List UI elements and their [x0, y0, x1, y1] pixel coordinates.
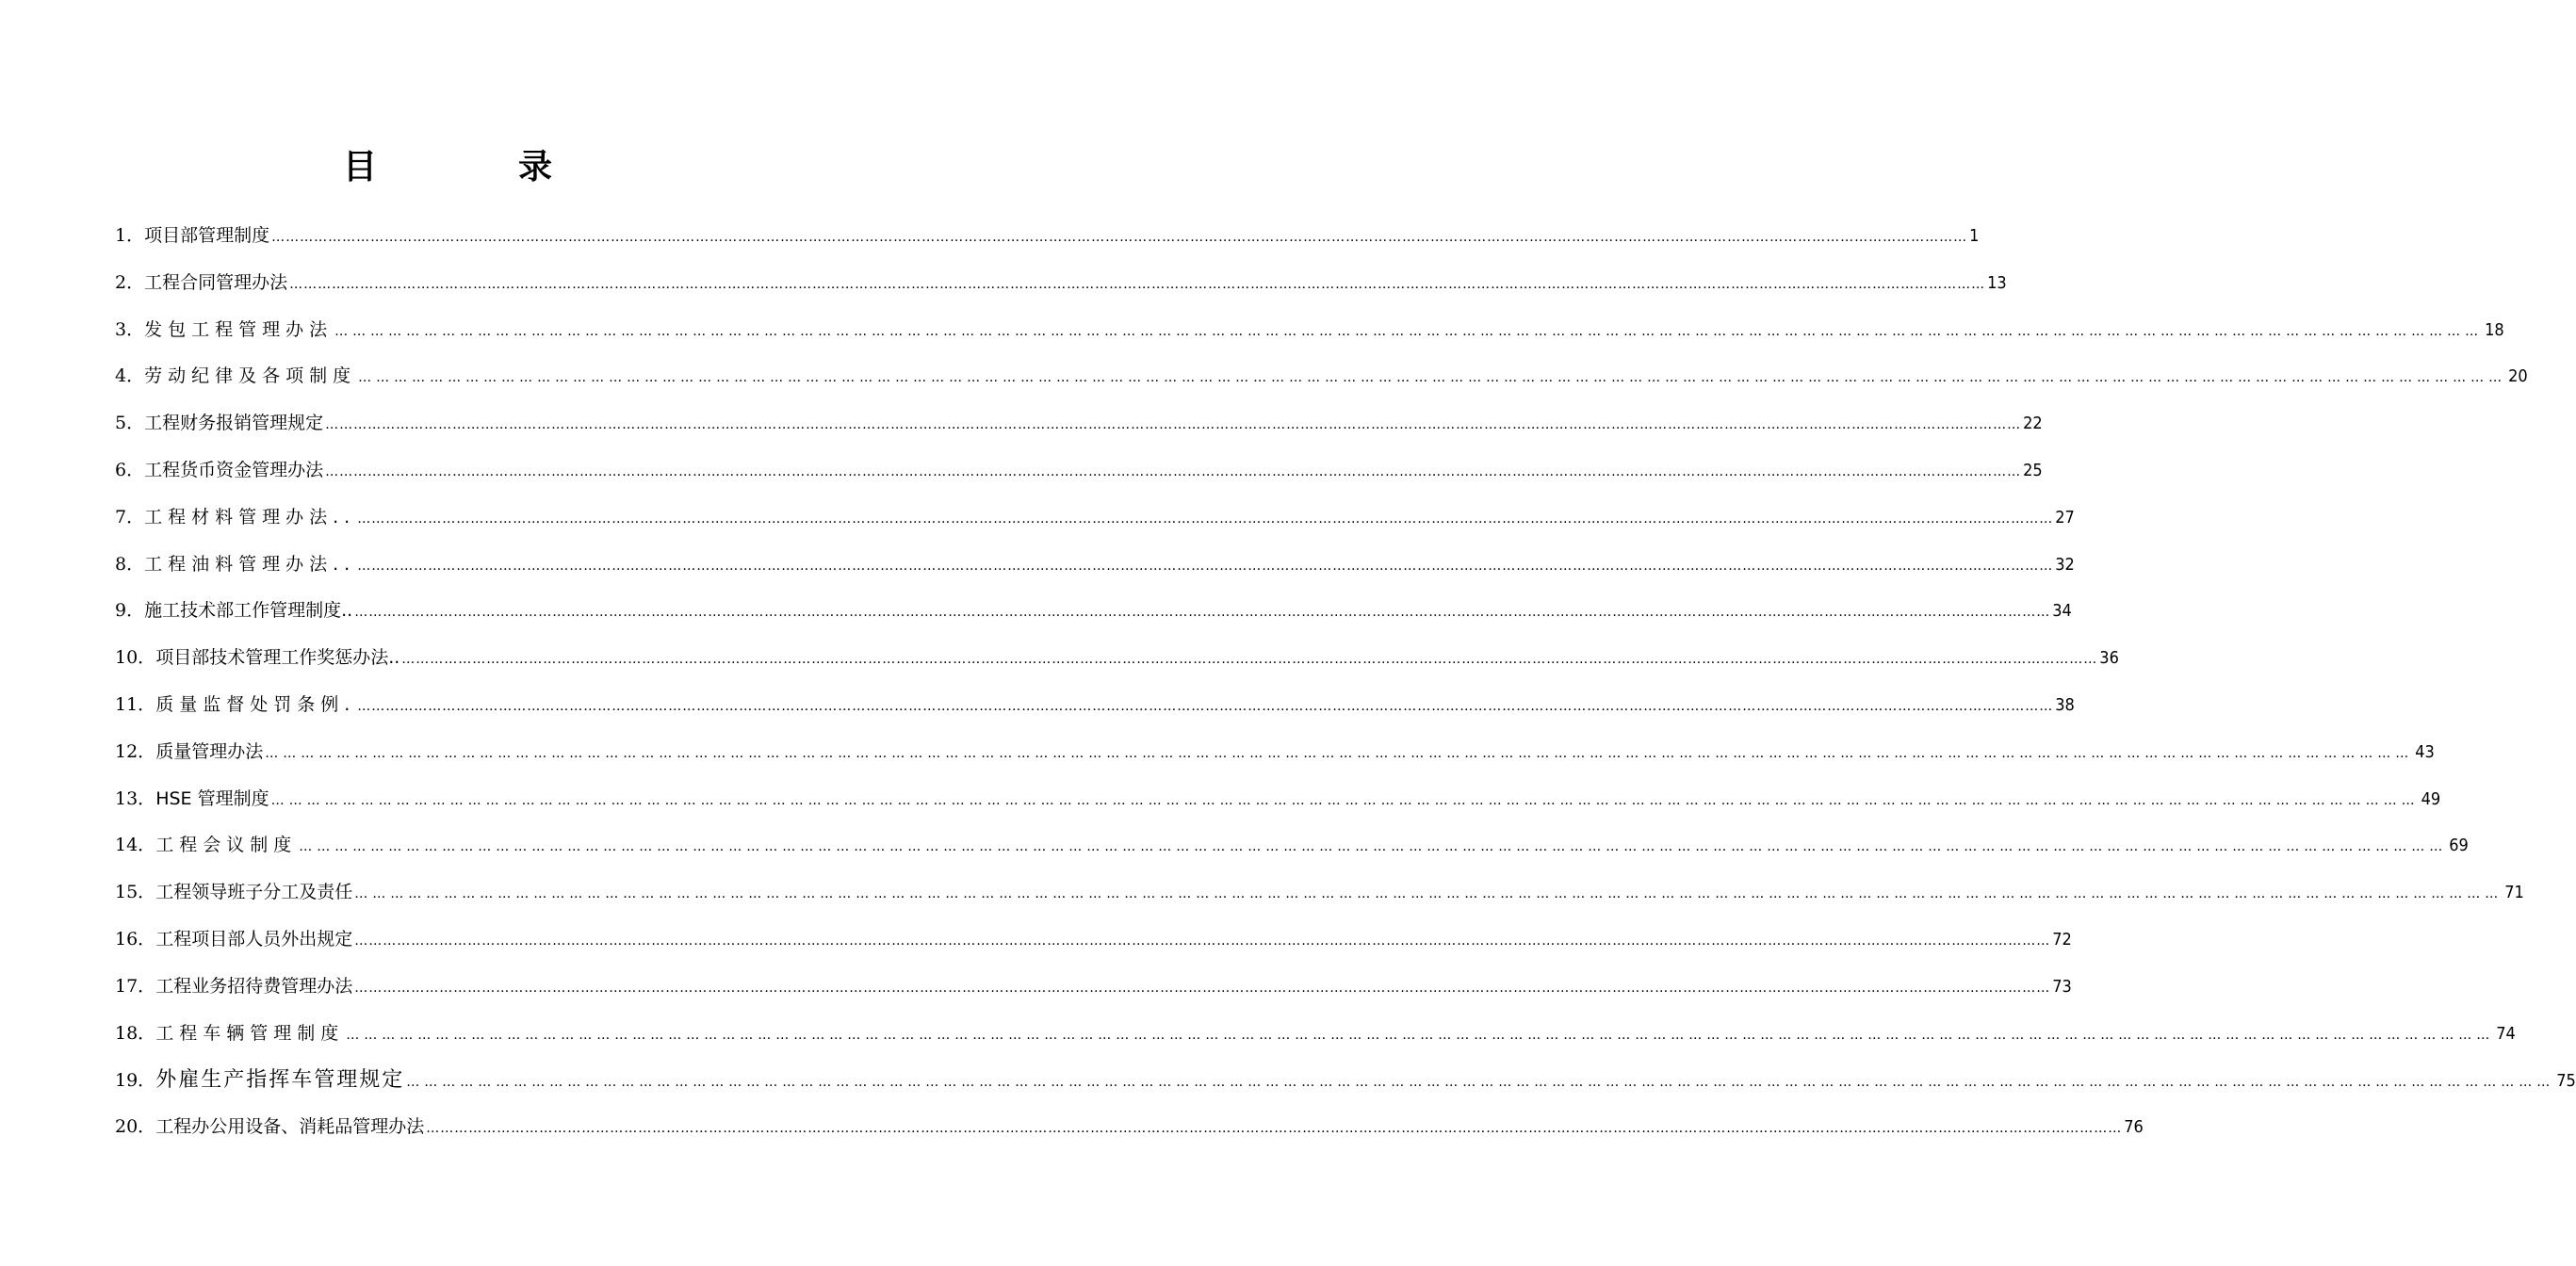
toc-entry-title: 工程项目部人员外出规定 — [155, 928, 353, 950]
title-char-2: 录 — [518, 148, 553, 187]
toc-entry-number: 7． — [115, 506, 145, 528]
toc-entry-number: 9． — [115, 600, 145, 622]
toc-entry-title: 发包工程管理办法 — [144, 318, 334, 340]
toc-entry-page: 69 — [2449, 836, 2469, 856]
toc-entry-title: 质量管理办法 — [155, 740, 264, 762]
toc-entry-number: 13． — [115, 787, 156, 809]
toc-entry-title: 工程领导班子分工及责任 — [155, 882, 353, 903]
toc-entry-title: 工程车辆管理制度 — [155, 1022, 345, 1044]
toc-entry-page: 36 — [2099, 648, 2119, 669]
toc-entry-page: 13 — [1987, 272, 2007, 293]
page-title — [0, 141, 895, 194]
toc-entry[interactable] — [115, 1057, 2576, 1104]
toc-entry-page: 43 — [2415, 741, 2435, 762]
toc-entry-number: 10． — [115, 647, 156, 669]
toc-entry-number: 19． — [115, 1070, 156, 1092]
toc-entry-page: 72 — [2052, 929, 2072, 950]
toc-leader-dots: ……………………………………………………………………………………………………………………………………………………………………………………………………………………………………………………………………………………………………………………………… — [358, 370, 2507, 386]
title-char-1: 目 — [342, 148, 377, 187]
toc-leader-dots: ……………………………………………………………………………………………………………………………………………………………………………………………………………………………………………………………………………………………………………………………… — [325, 463, 2022, 479]
toc-entry-title: 项目部管理制度 — [144, 225, 270, 246]
toc-entry-title: 劳动纪律及各项制度 — [144, 365, 357, 387]
toc-entry-page: 1 — [1969, 226, 1980, 246]
toc-entry-title: 工程业务招待费管理办法 — [155, 975, 353, 997]
toc-entry[interactable] — [115, 635, 2119, 682]
toc-entry[interactable] — [115, 495, 2075, 542]
toc-leader-dots: ……………………………………………………………………………………………………………………………………………………………………………………………………………………………………………………………………………………………………………………………… — [299, 839, 2448, 855]
toc-entry[interactable] — [115, 213, 1980, 260]
toc-entry-number: 12． — [115, 740, 156, 762]
toc-entry[interactable] — [115, 307, 2504, 354]
toc-entry-page: 34 — [2052, 601, 2072, 622]
toc-entry[interactable] — [115, 1011, 2516, 1058]
toc-entry-page: 73 — [2052, 976, 2072, 997]
toc-entry-title: 工程货币资金管理办法 — [144, 459, 324, 480]
toc-entry-title: 工程油料管理办法.. — [144, 553, 356, 575]
toc-leader-dots: ……………………………………………………………………………………………………………………………………………………………………………………………………………………………………………………………………………………………………………………………… — [265, 745, 2414, 761]
toc-entry[interactable] — [115, 822, 2469, 869]
toc-entry-title: 质量监督处罚条例. — [155, 693, 356, 715]
toc-entry-number: 11． — [115, 693, 156, 715]
toc-entry[interactable] — [115, 588, 2072, 635]
toc-entry-page: 38 — [2055, 694, 2075, 715]
toc-leader-dots: ……………………………………………………………………………………………………………………………………………………………………………………………………………………………………………………………………………………………………………………………… — [270, 792, 2420, 808]
toc-entry[interactable] — [115, 964, 2072, 1011]
toc-entry-title: 施工技术部工作管理制度.. — [144, 600, 353, 622]
toc-entry-page: 71 — [2504, 883, 2524, 903]
toc-leader-dots: ……………………………………………………………………………………………………………………………………………………………………………………………………………………………………………………………………………………………………………………………… — [357, 698, 2054, 714]
toc-entry-title: 工程财务报销管理规定 — [144, 413, 324, 434]
toc-entry-page: 75 — [2556, 1071, 2576, 1092]
toc-leader-dots: ……………………………………………………………………………………………………………………………………………………………………………………………………………………………………………………………………………………………………………………………… — [346, 1027, 2495, 1043]
toc-entry-number: 17． — [115, 975, 156, 997]
toc-entry-page: 20 — [2508, 366, 2528, 387]
toc-leader-dots: ……………………………………………………………………………………………………………………………………………………………………………………………………………………………………………………………………………………………………………………………… — [354, 980, 2051, 996]
toc-leader-dots: ……………………………………………………………………………………………………………………………………………………………………………………………………………………………………………………………………………………………………………………………… — [357, 511, 2054, 527]
toc-entry-page: 22 — [2023, 414, 2043, 434]
toc-entry-number: 3． — [115, 318, 145, 340]
toc-entry-page: 25 — [2023, 460, 2043, 480]
toc-entry[interactable] — [115, 260, 2007, 307]
toc-entry-page: 49 — [2421, 788, 2441, 809]
toc-entry-number: 4． — [115, 365, 145, 387]
toc-entry-number: 18． — [115, 1022, 156, 1044]
toc-entry-title: 外雇生产指挥车管理规定 — [155, 1068, 405, 1093]
toc-leader-dots: ……………………………………………………………………………………………………………………………………………………………………………………………………………………………………………………………………………………………………………………………… — [334, 323, 2484, 339]
toc-entry-page: 76 — [2124, 1117, 2144, 1138]
toc-entry-number: 2． — [115, 271, 145, 293]
toc-entry-title: 工程合同管理办法 — [144, 271, 288, 293]
toc-entry-title: 工程办公用设备、消耗品管理办法 — [155, 1116, 425, 1138]
toc-entry[interactable] — [115, 447, 2043, 495]
toc-leader-dots: ……………………………………………………………………………………………………………………………………………………………………………………………………………………………………………………………………………………………………………………………… — [354, 605, 2051, 621]
toc-entry-page: 74 — [2496, 1023, 2516, 1044]
toc-leader-dots: ……………………………………………………………………………………………………………………………………………………………………………………………………………………………………………………………………………………………………………………………… — [289, 276, 1986, 292]
toc-entry-title: 项目部技术管理工作奖惩办法.. — [155, 647, 400, 669]
toc-entry-number: 20． — [115, 1116, 156, 1138]
toc-leader-dots: ……………………………………………………………………………………………………………………………………………………………………………………………………………………………………………………………………………………………………………………………… — [271, 230, 1968, 245]
toc-leader-dots: ……………………………………………………………………………………………………………………………………………………………………………………………………………………………………………………………………………………………………………………………… — [354, 933, 2051, 949]
table-of-contents — [115, 213, 2576, 1151]
toc-entry-page: 18 — [2485, 319, 2504, 340]
toc-entry[interactable] — [115, 400, 2043, 447]
toc-entry-page: 27 — [2055, 507, 2075, 528]
toc-entry[interactable] — [115, 917, 2072, 964]
toc-entry-title: HSE 管理制度 — [155, 787, 269, 809]
toc-entry-number: 6． — [115, 459, 145, 480]
toc-leader-dots: ……………………………………………………………………………………………………………………………………………………………………………………………………………………………………………………………………………………………………………………………… — [406, 1075, 2555, 1091]
toc-entry[interactable] — [115, 353, 2528, 400]
toc-entry[interactable] — [115, 1104, 2144, 1151]
toc-entry-number: 1． — [115, 225, 145, 246]
toc-leader-dots: ……………………………………………………………………………………………………………………………………………………………………………………………………………………………………………………………………………………………………………………………… — [354, 886, 2503, 902]
toc-entry-number: 16． — [115, 928, 156, 950]
toc-entry[interactable] — [115, 776, 2441, 823]
toc-entry-number: 8． — [115, 553, 145, 575]
toc-leader-dots: ……………………………………………………………………………………………………………………………………………………………………………………………………………………………………………………………………………………………………………………………… — [325, 417, 2022, 433]
toc-entry-page: 32 — [2055, 554, 2075, 575]
toc-leader-dots: ……………………………………………………………………………………………………………………………………………………………………………………………………………………………………………………………………………………………………………………………… — [426, 1121, 2123, 1137]
toc-entry[interactable] — [115, 869, 2524, 917]
toc-entry-number: 14． — [115, 835, 156, 856]
toc-leader-dots: ……………………………………………………………………………………………………………………………………………………………………………………………………………………………………………………………………………………………………………………………… — [357, 558, 2054, 574]
toc-entry-title: 工程会议制度 — [155, 835, 298, 856]
toc-entry-title: 工程材料管理办法.. — [144, 506, 356, 528]
toc-entry[interactable] — [115, 682, 2075, 729]
toc-entry[interactable] — [115, 542, 2075, 589]
toc-entry-number: 15． — [115, 882, 156, 903]
toc-entry-number: 5． — [115, 413, 145, 434]
toc-leader-dots: ……………………………………………………………………………………………………………………………………………………………………………………………………………………………………………………………………………………………………………………………… — [401, 652, 2098, 668]
toc-entry[interactable] — [115, 729, 2435, 776]
